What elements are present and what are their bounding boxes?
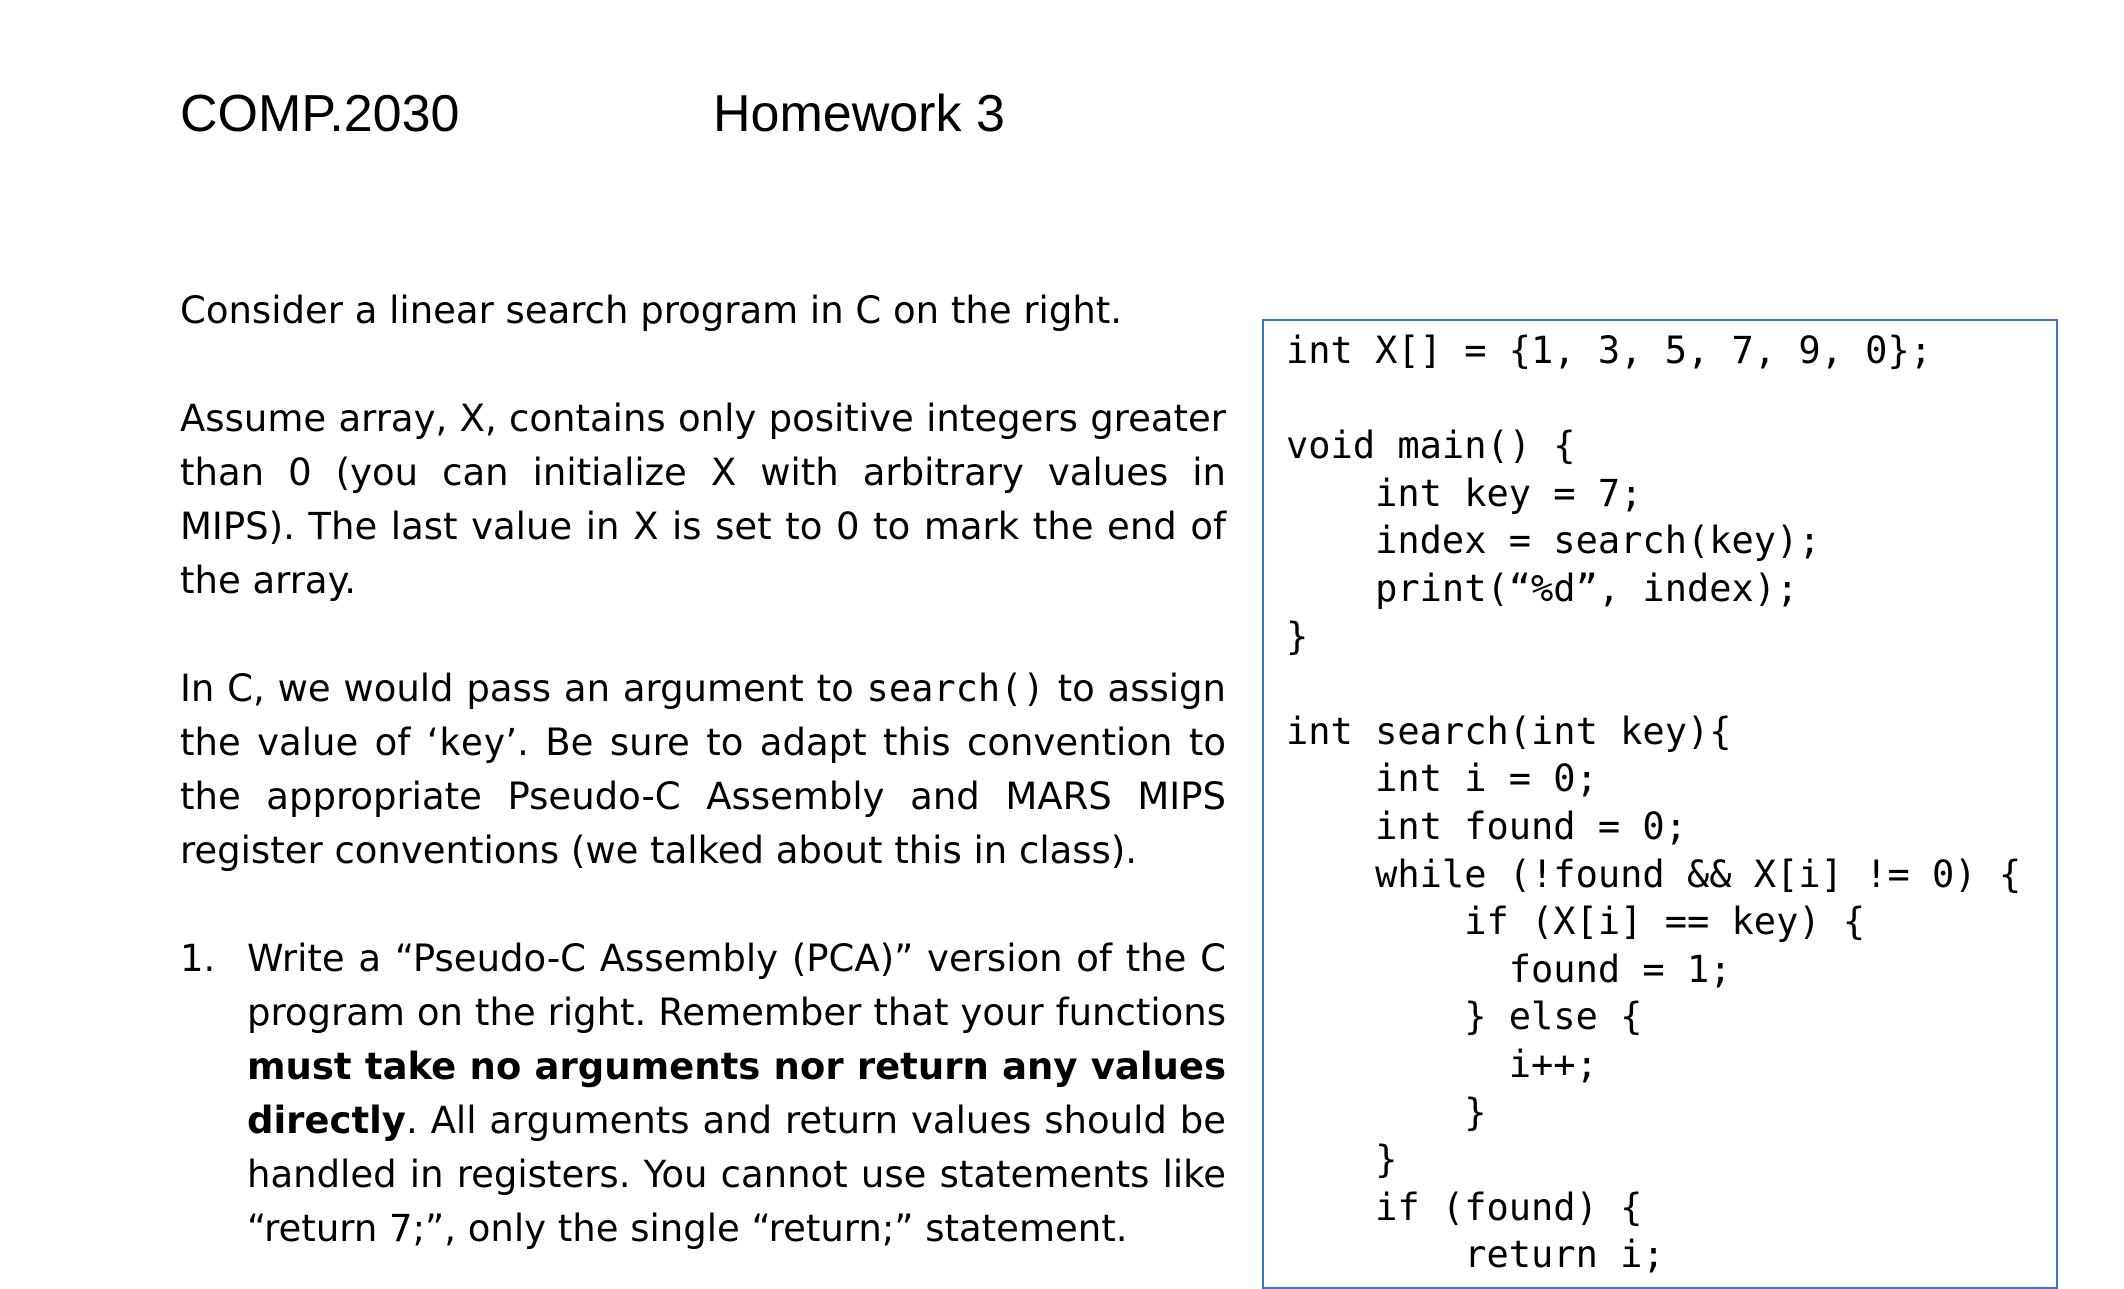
q1-text-post: . All arguments and return values should be handled in registers. You cannot use statements like “return 7;”, only the single “return;” statement.: [247, 1099, 1226, 1250]
question-1-text: [247, 932, 1226, 1256]
q1-text-bold: must take no arguments nor return any values directly: [247, 1045, 1226, 1142]
q1-text-pre: Write a “Pseudo-C Assembly (PCA)” version of the C program on the right. Remember that your functions: [247, 937, 1226, 1034]
key-variable-name: key: [438, 721, 506, 764]
course-code: COMP.2030: [180, 85, 460, 143]
p3-text-post: ’. Be sure to adapt this convention to the appropriate Pseudo-C Assembly and MARS MIPS register conventions (we talked about this in class).: [180, 721, 1226, 872]
instructions: [180, 284, 1226, 1256]
intro-paragraph-3: [180, 662, 1226, 878]
p3-text-mid: to assign the value of ‘: [180, 667, 1226, 764]
intro-paragraph-1: Consider a linear search program in C on the right.: [180, 289, 1123, 332]
c-source-code: int X[] = {1, 3, 5, 7, 9, 0}; void main() { int key = 7; index = search(key); print(“%d”, index); } int search(int key){ int i = 0; int found = 0; while (!found && X[i] != 0) { if (X[i] == key) { found = 1; } else { i++; } } if (found) { return i;: [1286, 329, 2022, 1277]
intro-paragraph-2: Assume array, X, contains only positive integers greater than 0 (you can initialize X with arbitrary values in MIPS). The last value in X is set to 0 to mark the end of the array.: [180, 397, 1226, 602]
question-1: [180, 932, 1226, 1256]
p3-text-pre: In C, we would pass an argument to: [180, 667, 867, 710]
question-1-number: 1.: [180, 937, 216, 980]
homework-title: Homework 3: [713, 85, 1005, 143]
code-listing-box: [1262, 319, 2058, 1289]
search-function-name: search(): [866, 667, 1045, 710]
